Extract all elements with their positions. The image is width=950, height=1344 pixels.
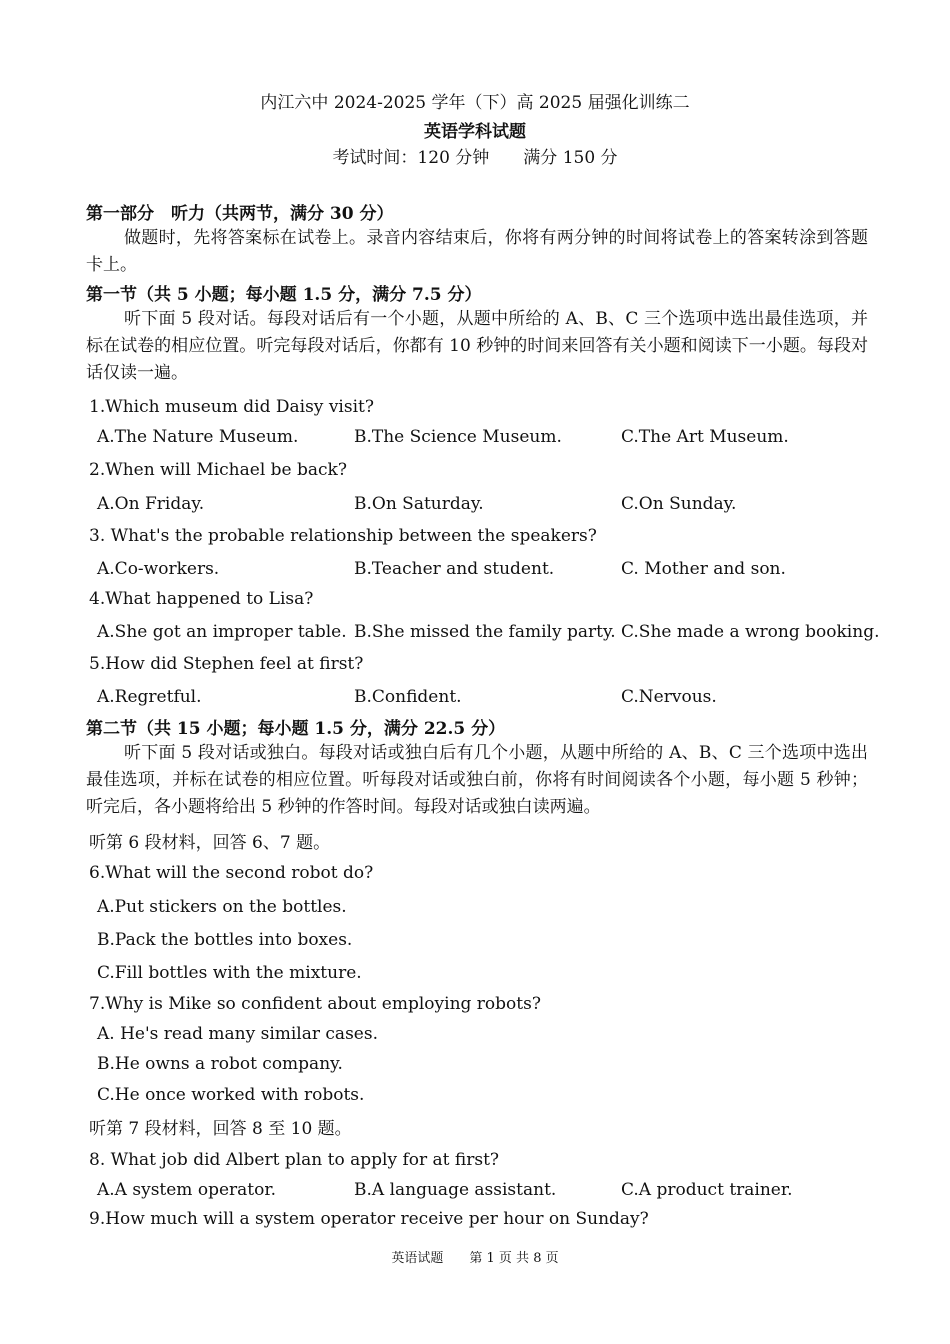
exam-info: 考试时间：120 分钟 满分 150 分: [332, 148, 618, 168]
question-6: 6.What will the second robot do?: [89, 863, 374, 883]
q4-option-a: A.She got an improper table.: [97, 622, 347, 642]
section2-instruction: 听下面 5 段对话或独白。每段对话或独白后有几个小题，从题中所给的 A、B、C 三个选项中选出最佳选项，并标在试卷的相应位置。听每段对话或独白前，你将有时间阅读各个小题，每小题 5 秒钟；听完后，各小题将给出 5 秒钟的作答时间。每段对话或独白读两遍。: [86, 743, 868, 817]
page-footer: 英语试题 第 1 页 共 8 页: [391, 1251, 559, 1266]
q7-option-c: C.He once worked with robots.: [97, 1085, 365, 1105]
q8-option-c: C.A product trainer.: [621, 1180, 793, 1200]
q6-option-a: A.Put stickers on the bottles.: [97, 897, 347, 917]
material-6-instruction: 听第 6 段材料，回答 6、7 题。: [89, 833, 331, 853]
q5-option-c: C.Nervous.: [621, 687, 717, 707]
material-7-instruction: 听第 7 段材料，回答 8 至 10 题。: [89, 1119, 352, 1139]
q2-option-a: A.On Friday.: [97, 494, 205, 514]
part1-instruction: 做题时，先将答案标在试卷上。录音内容结束后，你将有两分钟的时间将试卷上的答案转涂到答题卡上。: [86, 228, 868, 275]
q6-option-b: B.Pack the bottles into boxes.: [97, 930, 353, 950]
question-2: 2.When will Michael be back?: [89, 460, 347, 480]
question-9: 9.How much will a system operator receive per hour on Sunday?: [89, 1209, 649, 1229]
question-5: 5.How did Stephen feel at first?: [89, 654, 364, 674]
q5-option-b: B.Confident.: [354, 687, 462, 707]
q3-option-b: B.Teacher and student.: [354, 559, 555, 579]
q2-option-b: B.On Saturday.: [354, 494, 484, 514]
q1-option-b: B.The Science Museum.: [354, 427, 562, 447]
exam-title: 英语学科试题: [424, 122, 526, 142]
question-3: 3. What's the probable relationship between the speakers?: [89, 526, 597, 546]
question-1: 1.Which museum did Daisy visit?: [89, 397, 374, 417]
q2-option-c: C.On Sunday.: [621, 494, 737, 514]
section2-heading: 第二节（共 15 小题；每小题 1.5 分，满分 22.5 分）: [86, 719, 506, 739]
question-7: 7.Why is Mike so confident about employing robots?: [89, 994, 541, 1014]
question-8: 8. What job did Albert plan to apply for at first?: [89, 1150, 500, 1170]
part1-heading: 第一部分 听力（共两节，满分 30 分）: [86, 204, 394, 224]
q4-option-c: C.She made a wrong booking.: [621, 622, 880, 642]
q5-option-a: A.Regretful.: [97, 687, 202, 707]
q8-option-b: B.A language assistant.: [354, 1180, 557, 1200]
section1-instruction: 听下面 5 段对话。每段对话后有一个小题，从题中所给的 A、B、C 三个选项中选出最佳选项，并标在试卷的相应位置。听完每段对话后，你都有 10 秒钟的时间来回答有关小题和阅读下一小题。每段对话仅读一遍。: [86, 309, 868, 383]
q8-option-a: A.A system operator.: [97, 1180, 276, 1200]
q1-option-a: A.The Nature Museum.: [97, 427, 299, 447]
q3-option-c: C. Mother and son.: [621, 559, 786, 579]
q3-option-a: A.Co-workers.: [97, 559, 220, 579]
q1-option-c: C.The Art Museum.: [621, 427, 789, 447]
section1-heading: 第一节（共 5 小题；每小题 1.5 分，满分 7.5 分）: [86, 285, 482, 305]
q6-option-c: C.Fill bottles with the mixture.: [97, 963, 362, 983]
question-4: 4.What happened to Lisa?: [89, 589, 314, 609]
q4-option-b: B.She missed the family party.: [354, 622, 616, 642]
q7-option-b: B.He owns a robot company.: [97, 1054, 343, 1074]
q7-option-a: A. He's read many similar cases.: [97, 1024, 378, 1044]
exam-header-line: 内江六中 2024-2025 学年（下）高 2025 届强化训练二: [260, 93, 690, 113]
